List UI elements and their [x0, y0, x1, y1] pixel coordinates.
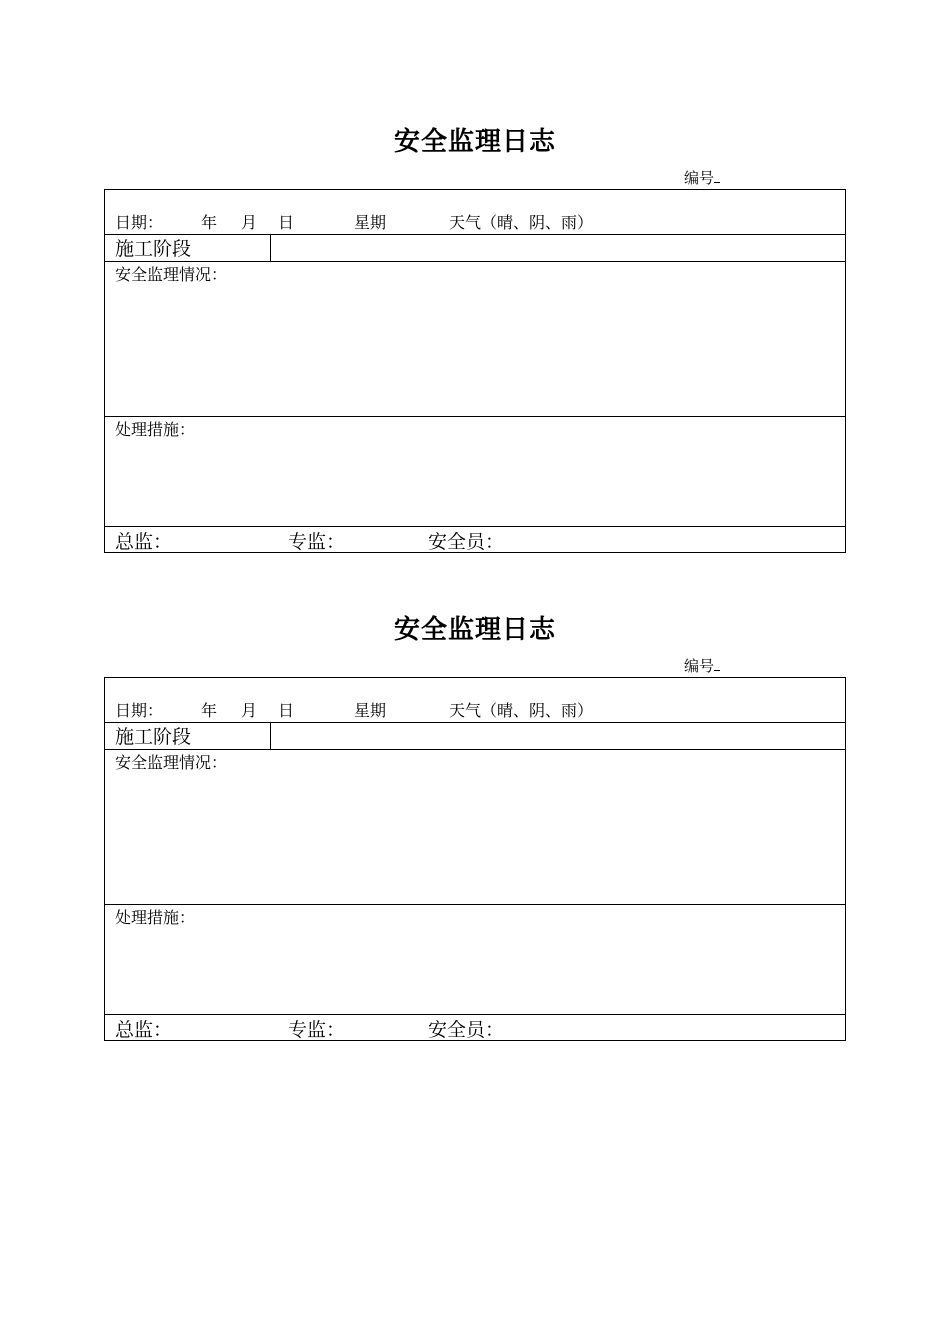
weather-label: 天气（晴、阴、雨） [449, 701, 594, 720]
stage-row [105, 723, 845, 750]
day-label: 日 [278, 701, 295, 720]
stage-label: 施工阶段 [105, 723, 271, 749]
serial-label: 编号 [684, 657, 715, 675]
stage-value-field[interactable] [272, 235, 844, 261]
specialist-supervisor-label: 专监： [288, 531, 346, 553]
log-table [104, 189, 846, 553]
form-title: 安全监理日志 [393, 615, 556, 645]
serial-blank[interactable] [714, 168, 720, 183]
signature-line [115, 1015, 835, 1040]
signature-line [115, 527, 835, 552]
date-label: 日期： [115, 213, 164, 232]
signature-row [105, 1015, 845, 1040]
measures-label: 处理措施： [115, 908, 196, 927]
serial-label: 编号 [684, 169, 715, 187]
status-label: 安全监理情况： [115, 753, 228, 772]
chief-supervisor-label: 总监： [115, 531, 173, 553]
measures-field[interactable] [105, 443, 845, 526]
serial-number [684, 168, 720, 188]
stage-value-field[interactable] [272, 723, 844, 749]
status-row [105, 262, 845, 417]
status-row [105, 750, 845, 905]
measures-row [105, 905, 845, 1015]
measures-label: 处理措施： [115, 420, 196, 439]
safety-officer-label: 安全员： [428, 531, 505, 553]
year-label: 年 [201, 213, 218, 232]
weather-label: 天气（晴、阴、雨） [449, 213, 594, 232]
signature-row [105, 527, 845, 552]
chief-supervisor-label: 总监： [115, 1019, 173, 1041]
day-label: 日 [278, 213, 295, 232]
measures-row [105, 417, 845, 527]
safety-officer-label: 安全员： [428, 1019, 505, 1041]
stage-row [105, 235, 845, 262]
stage-label: 施工阶段 [105, 235, 271, 261]
serial-blank[interactable] [714, 656, 720, 671]
date-row [105, 678, 845, 723]
form-title: 安全监理日志 [393, 127, 556, 157]
specialist-supervisor-label: 专监： [288, 1019, 346, 1041]
status-field[interactable] [105, 776, 845, 904]
year-label: 年 [201, 701, 218, 720]
status-label: 安全监理情况： [115, 265, 228, 284]
weekday-label: 星期 [354, 213, 387, 232]
date-row [105, 190, 845, 235]
status-field[interactable] [105, 288, 845, 416]
weekday-label: 星期 [354, 701, 387, 720]
serial-number [684, 656, 720, 676]
date-label: 日期： [115, 701, 164, 720]
log-table [104, 677, 846, 1041]
measures-field[interactable] [105, 931, 845, 1014]
month-label: 月 [241, 701, 258, 720]
month-label: 月 [241, 213, 258, 232]
